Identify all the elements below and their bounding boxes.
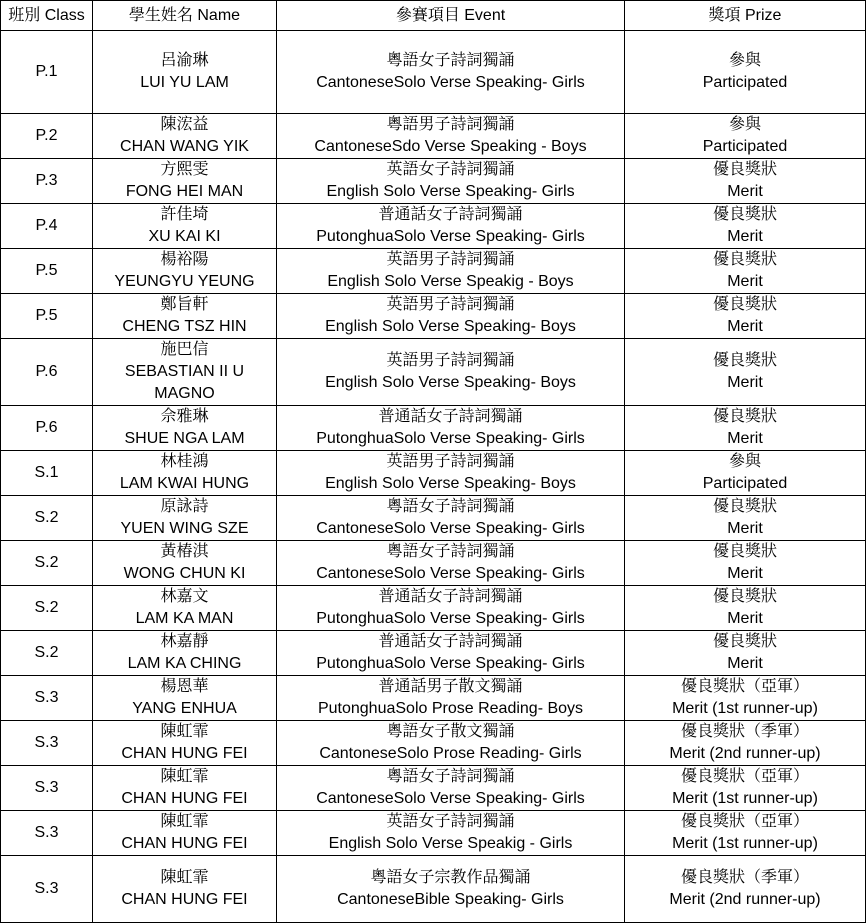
prize-cell <box>625 766 866 811</box>
student-name-chinese: 陳虹霏 <box>160 768 209 785</box>
event-cell <box>277 676 625 721</box>
event-english: English Solo Verse Speaking- Boys <box>325 318 576 335</box>
student-name-chinese: 黃椿淇 <box>160 543 209 560</box>
prize-english: Merit <box>727 183 763 200</box>
class-cell <box>1 586 93 631</box>
student-name-chinese: 呂渝琳 <box>160 52 209 69</box>
prize-chinese: 優良獎狀 <box>712 633 777 650</box>
prize-english: Participated <box>702 138 788 155</box>
student-name-english: SEBASTIAN II U MAGNO <box>124 363 245 402</box>
student-name-english: FONG HEI MAN <box>125 183 244 200</box>
prize-english: Merit (1st runner-up) <box>672 790 818 807</box>
prize-cell <box>625 114 866 159</box>
class-text: P.6 <box>35 363 58 380</box>
student-name-english: XU KAI KI <box>148 228 221 245</box>
student-name-chinese: 原詠詩 <box>160 498 209 515</box>
event-cell <box>277 451 625 496</box>
event-cell <box>277 249 625 294</box>
event-english: CantoneseSolo Verse Speaking- Girls <box>316 565 585 582</box>
name-cell <box>93 114 277 159</box>
header-event: 參賽項目 Event <box>277 1 625 31</box>
event-english: English Solo Verse Speakig - Girls <box>328 835 573 852</box>
prize-cell <box>625 249 866 294</box>
class-cell <box>1 721 93 766</box>
table-row <box>1 856 866 923</box>
student-name-english: YUEN WING SZE <box>120 520 249 537</box>
student-name-chinese: 林嘉靜 <box>160 633 209 650</box>
prize-english: Participated <box>702 74 788 91</box>
table-row <box>1 541 866 586</box>
event-english: PutonghuaSolo Verse Speaking- Girls <box>316 228 585 245</box>
table-row <box>1 721 866 766</box>
event-english: English Solo Verse Speaking- Boys <box>325 374 576 391</box>
class-text: S.3 <box>34 689 59 706</box>
prize-chinese: 參與 <box>728 52 761 69</box>
prize-cell <box>625 676 866 721</box>
student-name-english: LAM KA CHING <box>127 655 242 672</box>
prize-english: Merit <box>727 318 763 335</box>
event-cell <box>277 496 625 541</box>
event-chinese: 粵語女子詩詞獨誦 <box>386 52 515 69</box>
event-chinese: 普通話女子詩詞獨誦 <box>378 633 523 650</box>
name-cell <box>93 406 277 451</box>
student-name-chinese: 鄭旨軒 <box>160 296 209 313</box>
table-row <box>1 114 866 159</box>
table-row <box>1 496 866 541</box>
prize-chinese: 優良獎狀（亞軍） <box>680 813 809 830</box>
table-row <box>1 294 866 339</box>
class-cell <box>1 766 93 811</box>
class-text: S.3 <box>34 734 59 751</box>
table-row <box>1 31 866 114</box>
student-name-chinese: 陳虹霏 <box>160 869 209 886</box>
prize-cell <box>625 31 866 114</box>
prize-cell <box>625 631 866 676</box>
name-cell <box>93 451 277 496</box>
student-name-chinese: 方熙雯 <box>160 161 209 178</box>
student-name-english: YANG ENHUA <box>132 700 237 717</box>
prize-cell <box>625 586 866 631</box>
prize-english: Merit (2nd runner-up) <box>669 891 821 908</box>
name-cell <box>93 496 277 541</box>
event-cell <box>277 294 625 339</box>
event-english: English Solo Verse Speaking- Girls <box>326 183 575 200</box>
prize-english: Merit <box>727 228 763 245</box>
student-name-chinese: 陳虹霏 <box>160 723 209 740</box>
event-chinese: 粵語女子詩詞獨誦 <box>386 498 515 515</box>
prize-cell <box>625 451 866 496</box>
student-name-english: CHENG TSZ HIN <box>122 318 247 335</box>
prize-english: Merit <box>727 565 763 582</box>
prize-chinese: 優良獎狀 <box>712 408 777 425</box>
table-header <box>1 1 866 31</box>
class-cell <box>1 294 93 339</box>
prize-chinese: 優良獎狀 <box>712 498 777 515</box>
table-row <box>1 676 866 721</box>
student-name-chinese: 楊裕陽 <box>160 251 209 268</box>
name-cell <box>93 249 277 294</box>
name-cell <box>93 811 277 856</box>
event-english: CantoneseSdo Verse Speaking - Boys <box>314 138 587 155</box>
prize-english: Merit <box>727 430 763 447</box>
class-cell <box>1 451 93 496</box>
prize-english: Merit <box>727 520 763 537</box>
prize-english: Merit <box>727 655 763 672</box>
prize-chinese: 優良獎狀 <box>712 251 777 268</box>
event-cell <box>277 721 625 766</box>
student-name-chinese: 施巴信 <box>160 341 209 358</box>
event-chinese: 粵語女子詩詞獨誦 <box>386 543 515 560</box>
table-row <box>1 766 866 811</box>
name-cell <box>93 631 277 676</box>
event-chinese: 粵語男子詩詞獨誦 <box>386 116 515 133</box>
class-cell <box>1 339 93 406</box>
event-english: English Solo Verse Speakig - Boys <box>327 273 574 290</box>
student-name-english: WONG CHUN KI <box>123 565 246 582</box>
table-row <box>1 631 866 676</box>
class-text: S.2 <box>34 509 59 526</box>
prize-english: Merit (2nd runner-up) <box>669 745 821 762</box>
table-row <box>1 406 866 451</box>
class-cell <box>1 496 93 541</box>
table-row <box>1 249 866 294</box>
prize-cell <box>625 721 866 766</box>
student-name-english: LUI YU LAM <box>140 74 229 91</box>
prize-cell <box>625 406 866 451</box>
event-cell <box>277 159 625 204</box>
class-cell <box>1 249 93 294</box>
prize-cell <box>625 856 866 923</box>
class-cell <box>1 406 93 451</box>
event-chinese: 英語男子詩詞獨誦 <box>386 453 515 470</box>
event-english: English Solo Verse Speaking- Boys <box>325 475 576 492</box>
event-chinese: 普通話女子詩詞獨誦 <box>378 588 523 605</box>
class-text: P.4 <box>35 217 58 234</box>
student-name-english: CHAN HUNG FEI <box>121 745 248 762</box>
prize-english: Merit <box>727 273 763 290</box>
prize-cell <box>625 811 866 856</box>
class-text: S.2 <box>34 644 59 661</box>
prize-cell <box>625 204 866 249</box>
prize-chinese: 優良獎狀（季軍） <box>680 869 809 886</box>
name-cell <box>93 204 277 249</box>
prize-chinese: 優良獎狀 <box>712 543 777 560</box>
class-text: S.3 <box>34 779 59 796</box>
event-cell <box>277 31 625 114</box>
table-row <box>1 339 866 406</box>
prize-chinese: 優良獎狀 <box>712 296 777 313</box>
name-cell <box>93 339 277 406</box>
table-row <box>1 204 866 249</box>
name-cell <box>93 721 277 766</box>
class-text: P.5 <box>35 307 58 324</box>
student-name-english: SHUE NGA LAM <box>124 430 245 447</box>
class-cell <box>1 811 93 856</box>
event-cell <box>277 856 625 923</box>
class-text: S.2 <box>34 599 59 616</box>
class-text: S.3 <box>34 880 59 897</box>
class-text: P.3 <box>35 172 58 189</box>
prize-english: Merit (1st runner-up) <box>672 700 818 717</box>
prize-chinese: 優良獎狀 <box>712 206 777 223</box>
header-name: 學生姓名 Name <box>93 1 277 31</box>
event-english: PutonghuaSolo Verse Speaking- Girls <box>316 610 585 627</box>
name-cell <box>93 31 277 114</box>
class-text: P.1 <box>35 63 58 80</box>
name-cell <box>93 676 277 721</box>
student-name-english: YEUNGYU YEUNG <box>114 273 255 290</box>
event-cell <box>277 586 625 631</box>
name-cell <box>93 294 277 339</box>
prize-chinese: 優良獎狀（季軍） <box>680 723 809 740</box>
student-name-chinese: 佘雅琳 <box>160 408 209 425</box>
event-cell <box>277 766 625 811</box>
prize-cell <box>625 339 866 406</box>
prize-english: Merit (1st runner-up) <box>672 835 818 852</box>
event-english: CantoneseSolo Prose Reading- Girls <box>319 745 582 762</box>
prize-cell <box>625 294 866 339</box>
prize-chinese: 優良獎狀 <box>712 352 777 369</box>
event-cell <box>277 631 625 676</box>
event-cell <box>277 339 625 406</box>
class-text: S.2 <box>34 554 59 571</box>
class-cell <box>1 31 93 114</box>
prize-english: Merit <box>727 610 763 627</box>
event-chinese: 英語男子詩詞獨誦 <box>386 296 515 313</box>
student-name-chinese: 林嘉文 <box>160 588 209 605</box>
student-name-english: CHAN WANG YIK <box>120 138 249 155</box>
table-row <box>1 159 866 204</box>
event-english: CantoneseSolo Verse Speaking- Girls <box>316 520 585 537</box>
prize-english: Merit <box>727 374 763 391</box>
event-chinese: 普通話女子詩詞獨誦 <box>378 408 523 425</box>
class-cell <box>1 159 93 204</box>
class-cell <box>1 631 93 676</box>
event-cell <box>277 406 625 451</box>
name-cell <box>93 541 277 586</box>
event-chinese: 粵語女子散文獨誦 <box>386 723 515 740</box>
event-english: CantoneseSolo Verse Speaking- Girls <box>316 790 585 807</box>
student-name-chinese: 林桂鴻 <box>160 453 209 470</box>
prize-cell <box>625 496 866 541</box>
student-name-english: CHAN HUNG FEI <box>121 891 248 908</box>
prize-chinese: 優良獎狀（亞軍） <box>680 678 809 695</box>
prize-chinese: 參與 <box>728 116 761 133</box>
table-row <box>1 586 866 631</box>
table-row <box>1 451 866 496</box>
prize-chinese: 參與 <box>728 453 761 470</box>
table-body <box>1 31 866 923</box>
name-cell <box>93 586 277 631</box>
class-text: S.3 <box>34 824 59 841</box>
class-cell <box>1 114 93 159</box>
prize-chinese: 優良獎狀（亞軍） <box>680 768 809 785</box>
student-name-english: CHAN HUNG FEI <box>121 790 248 807</box>
class-text: P.6 <box>35 419 58 436</box>
prize-cell <box>625 541 866 586</box>
student-name-chinese: 楊恩華 <box>160 678 209 695</box>
event-cell <box>277 114 625 159</box>
class-cell <box>1 541 93 586</box>
prize-chinese: 優良獎狀 <box>712 588 777 605</box>
class-text: S.1 <box>34 464 59 481</box>
prize-english: Participated <box>702 475 788 492</box>
name-cell <box>93 766 277 811</box>
event-chinese: 英語男子詩詞獨誦 <box>386 352 515 369</box>
class-cell <box>1 204 93 249</box>
event-english: PutonghuaSolo Verse Speaking- Girls <box>316 655 585 672</box>
event-english: PutonghuaSolo Verse Speaking- Girls <box>316 430 585 447</box>
event-cell <box>277 811 625 856</box>
event-chinese: 粵語女子詩詞獨誦 <box>386 768 515 785</box>
prize-cell <box>625 159 866 204</box>
class-text: P.5 <box>35 262 58 279</box>
event-english: PutonghuaSolo Prose Reading- Boys <box>317 700 584 717</box>
class-cell <box>1 856 93 923</box>
student-name-chinese: 陳虹霏 <box>160 813 209 830</box>
event-english: CantoneseSolo Verse Speaking- Girls <box>316 74 585 91</box>
header-prize: 獎項 Prize <box>625 1 866 31</box>
name-cell <box>93 856 277 923</box>
student-name-english: LAM KWAI HUNG <box>119 475 250 492</box>
name-cell <box>93 159 277 204</box>
event-chinese: 普通話女子詩詞獨誦 <box>378 206 523 223</box>
student-name-english: LAM KA MAN <box>135 610 234 627</box>
event-cell <box>277 204 625 249</box>
event-english: CantoneseBible Speaking- Girls <box>337 891 564 908</box>
event-chinese: 英語女子詩詞獨誦 <box>386 161 515 178</box>
event-chinese: 英語女子詩詞獨誦 <box>386 813 515 830</box>
event-chinese: 粵語女子宗教作品獨誦 <box>370 869 531 886</box>
student-name-english: CHAN HUNG FEI <box>121 835 248 852</box>
event-chinese: 普通話男子散文獨誦 <box>378 678 523 695</box>
class-cell <box>1 676 93 721</box>
student-name-chinese: 許佳埼 <box>160 206 209 223</box>
event-cell <box>277 541 625 586</box>
header-row <box>1 1 866 31</box>
table-row <box>1 811 866 856</box>
student-name-chinese: 陳浤益 <box>160 116 209 133</box>
event-chinese: 英語男子詩詞獨誦 <box>386 251 515 268</box>
class-text: P.2 <box>35 127 58 144</box>
prize-chinese: 優良獎狀 <box>712 161 777 178</box>
header-class: 班別 Class <box>1 1 93 31</box>
